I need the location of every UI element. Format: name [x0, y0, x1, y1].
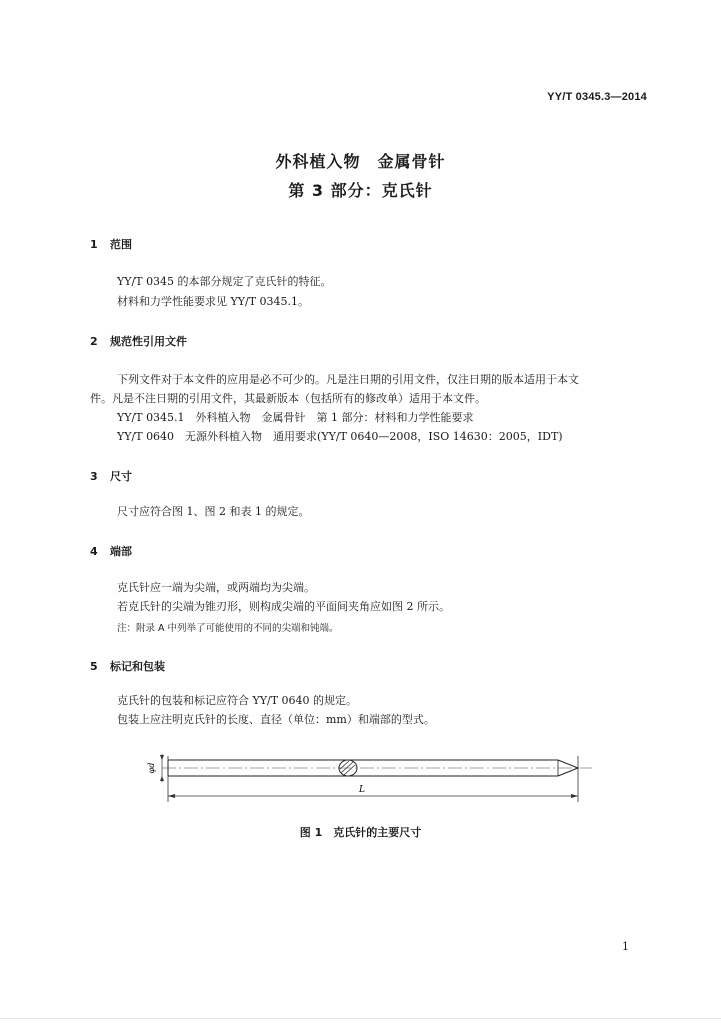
figure-caption: 图 1 克氏针的主要尺寸 — [299, 826, 422, 839]
reference-item: YY/T 0345.1 外科植入物 金属骨针 第 1 部分：材料和力学性能要求 — [117, 411, 474, 424]
section-number: 2 — [90, 335, 98, 348]
length-label: L — [359, 785, 365, 795]
arrow-head — [168, 794, 175, 798]
hatch-line — [344, 765, 355, 775]
section-heading-scope — [90, 236, 132, 252]
paragraph: 材料和力学性能要求见 YY/T 0345.1。 — [117, 295, 310, 308]
paragraph: 克氏针应一端为尖端，或两端均为尖端。 — [117, 581, 315, 594]
section-title: 端部 — [110, 545, 132, 558]
document-subtitle: 第 3 部分：克氏针 — [288, 181, 433, 200]
section-title: 范围 — [110, 238, 132, 251]
paragraph: 克氏针的包装和标记应符合 YY/T 0640 的规定。 — [117, 694, 358, 707]
section-number: 4 — [90, 545, 98, 558]
arrow-head — [160, 755, 164, 760]
note: 注：附录 A 中列举了可能使用的不同的尖端和钝端。 — [117, 623, 339, 634]
section-title: 标记和包装 — [110, 660, 165, 673]
page-number: 1 — [622, 940, 629, 953]
document-title: 外科植入物 金属骨针 — [275, 152, 446, 171]
reference-item: YY/T 0640 无源外科植入物 通用要求(YY/T 0640—2008，ISO 14630：2005，IDT) — [117, 430, 563, 443]
arrow-head — [160, 776, 164, 781]
paragraph: YY/T 0345 的本部分规定了克氏针的特征。 — [117, 275, 332, 288]
section-number: 5 — [90, 660, 98, 673]
section-number: 1 — [90, 238, 98, 251]
section-heading-marking-packaging — [90, 658, 165, 674]
standard-code: YY/T 0345.3—2014 — [547, 91, 647, 103]
paragraph: 件。凡是不注日期的引用文件，其最新版本（包括所有的修改单）适用于本文件。 — [90, 392, 486, 405]
section-heading-ends — [90, 543, 132, 559]
page-bottom-divider — [0, 1018, 721, 1019]
paragraph: 包装上应注明克氏针的长度、直径（单位：mm）和端部的型式。 — [117, 713, 435, 726]
section-title: 尺寸 — [110, 470, 132, 483]
paragraph: 尺寸应符合图 1、图 2 和表 1 的规定。 — [117, 505, 310, 518]
paragraph: 下列文件对于本文件的应用是必不可少的。凡是注日期的引用文件，仅注日期的版本适用于本文 — [117, 373, 579, 386]
kirschner-wire-drawing — [140, 740, 610, 810]
diameter-label: φd — [147, 762, 156, 774]
section-title: 规范性引用文件 — [110, 335, 187, 348]
figure-kirschner-wire — [140, 740, 610, 810]
section-number: 3 — [90, 470, 98, 483]
hatch-line — [341, 762, 353, 773]
section-heading-normative-references — [90, 333, 187, 349]
paragraph: 若克氏针的尖端为锥刃形，则构成尖端的平面间夹角应如图 2 所示。 — [117, 600, 450, 613]
section-heading-dimensions — [90, 468, 132, 484]
arrow-head — [571, 794, 578, 798]
